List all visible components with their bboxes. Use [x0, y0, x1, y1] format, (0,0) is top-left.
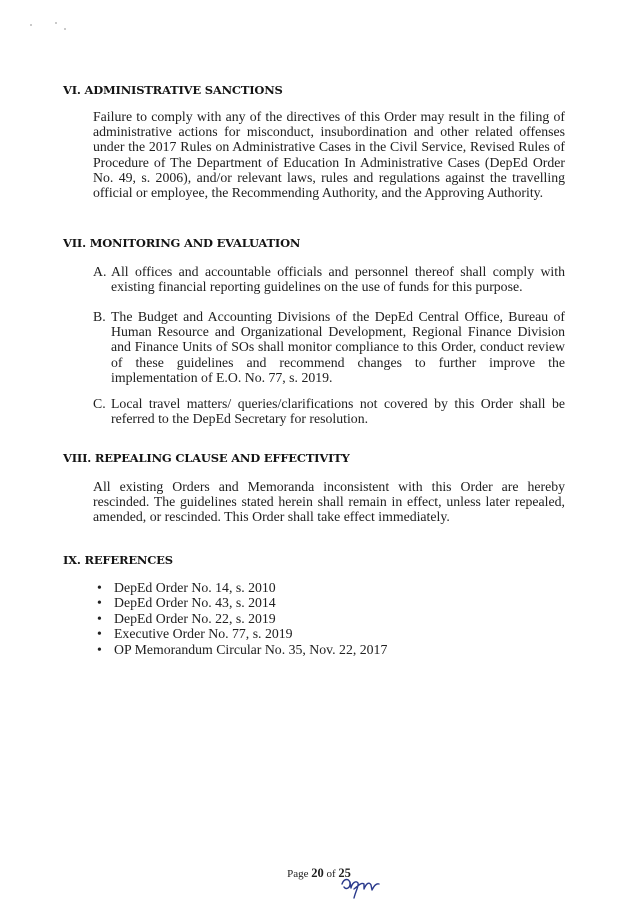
section-heading-references: IX. REFERENCES [63, 553, 173, 567]
page-total: 25 [338, 866, 351, 880]
section-heading-repealing-clause: VIII. REPEALING CLAUSE AND EFFECTIVITY [63, 451, 350, 465]
reference-text: DepEd Order No. 14, s. 2010 [114, 580, 276, 595]
list-item-text: Local travel matters/ queries/clarifications not covered by this Order shall be referred to the DepEd Secretary for resolution. [111, 396, 565, 427]
page-footer [0, 866, 638, 881]
page-label: Page [287, 868, 309, 880]
reference-item [97, 626, 387, 641]
repealing-clause-paragraph: All existing Orders and Memoranda inconsistent with this Order are hereby rescinded. The guidelines stated herein shall remain in effect, unless later repealed, amended, or rescinded. This Order shall take effect immediately. [93, 479, 565, 525]
reference-item [97, 580, 387, 595]
bullet-icon: • [97, 580, 102, 595]
reference-text: Executive Order No. 77, s. 2019 [114, 626, 293, 642]
reference-item [97, 595, 387, 610]
administrative-sanctions-paragraph: Failure to comply with any of the directives of this Order may result in the filing of administrative actions for misconduct, insubordination and other related offenses under the 2017 Rules on Administrative Cases in the Civil Service, Revised Rules of Procedure of The Department of Education In Administrative Cases (DepEd Order No. 49, s. 2006), and/or relevant laws, rules and regulations against the travelling official or employee, the Recommending Authority, and the Approving Authority. [93, 109, 565, 201]
page-of-label: of [326, 868, 336, 880]
reference-item [97, 611, 387, 626]
list-marker: A. [93, 264, 107, 279]
scan-speck [55, 22, 57, 24]
list-item-text: The Budget and Accounting Divisions of the DepEd Central Office, Bureau of Human Resource and Organizational Development, Regional Finance Division and Finance Units of SOs shall monitor compliance to this Order, conduct review of these guidelines and recommend changes to further improve the implementation of E.O. No. 77, s. 2019. [111, 309, 565, 385]
section-heading-administrative-sanctions: VI. ADMINISTRATIVE SANCTIONS [63, 83, 283, 97]
bullet-icon: • [97, 595, 102, 611]
handwritten-initials-signature [338, 872, 382, 904]
bullet-icon: • [97, 626, 102, 642]
monitoring-item-a [93, 264, 565, 294]
list-item-text: All offices and accountable officials and personnel thereof shall comply with existing financial reporting guidelines on the use of funds for this purpose. [111, 264, 565, 295]
section-heading-monitoring-evaluation: VII. MONITORING AND EVALUATION [63, 236, 301, 250]
reference-item [97, 642, 387, 657]
scan-speck [30, 24, 32, 26]
reference-text: OP Memorandum Circular No. 35, Nov. 22, 2017 [114, 641, 388, 657]
reference-text: DepEd Order No. 43, s. 2014 [114, 595, 276, 611]
bullet-icon: • [97, 610, 102, 626]
reference-text: DepEd Order No. 22, s. 2019 [114, 610, 276, 626]
references-list [97, 580, 387, 657]
bullet-icon: • [97, 641, 102, 657]
page-number: 20 [311, 866, 324, 880]
list-marker: C. [93, 396, 106, 411]
list-marker: B. [93, 309, 106, 324]
monitoring-item-c [93, 396, 565, 426]
initials-stroke [342, 880, 379, 899]
scan-speck [64, 28, 66, 30]
monitoring-item-b [93, 309, 565, 385]
